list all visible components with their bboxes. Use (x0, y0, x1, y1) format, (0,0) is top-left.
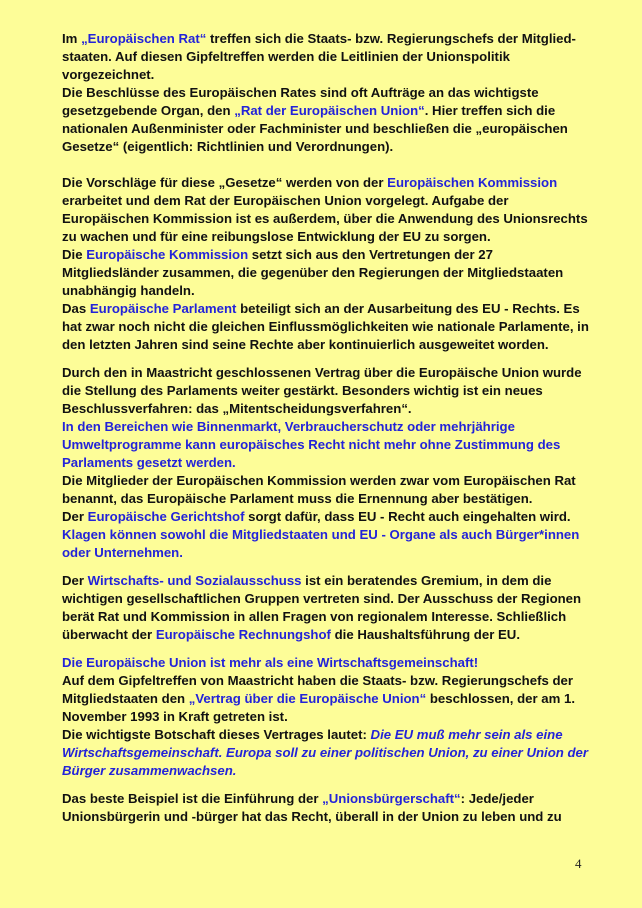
term-european-council: „Europäischen Rat“ (81, 31, 207, 46)
paragraph-main-message: Die wichtigste Botschaft dieses Vertrages lautet: Die EU muß mehr sein als eine Wirtschaftsgemeinschaft. Europa soll zu einer politischen Union, zu einer Union der Bürger zusammenwachsen. (62, 727, 588, 778)
paragraph-council-of-eu: Die Beschlüsse des Europäischen Rates sind oft Aufträge an das wichtigste gesetzgebende Organ, den „Rat der Europäischen Union“. Hier treffen sich die nationalen Außenminister oder Fachminister und beschließen die „europäischen Gesetze“ (eigentlich: Richtlinien und Verordnungen). (62, 85, 568, 154)
term-economic-social-committee: Wirtschafts- und Sozialausschuss (87, 573, 302, 588)
paragraph-treaty: Auf dem Gipfeltreffen von Maastricht haben die Staats- bzw. Regierungschefs der Mitgliedstaaten den „Vertrag über die Europäische Union“ beschlossen, der am 1. November 1993 in Kraft getreten ist. (62, 673, 575, 724)
paragraph-committees: Der Wirtschafts- und Sozialausschuss ist ein beratendes Gremium, in dem die wichtigen gesellschaftlichen Gruppen vertreten sind. Der Ausschuss der Regionen berät Rat und Kommission in allen Fragen von regionalem Interesse. Schließlich überwacht der Europäische Rechnungshof die Haushaltsführung der EU. (62, 573, 582, 642)
term-union-citizenship: „Unionsbürgerschaft“ (322, 791, 461, 806)
page-number: 4 (575, 856, 582, 871)
term-treaty-eu: „Vertrag über die Europäische Union“ (188, 691, 427, 706)
paragraph-codecision-areas: In den Bereichen wie Binnenmarkt, Verbraucherschutz oder mehrjährige Umweltprogramme kann europäisches Recht nicht mehr ohne Zustimmung des Parlaments gesetzt werden. (62, 419, 561, 470)
document-page (62, 30, 592, 826)
term-council-of-eu: „Rat der Europäischen Union“ (234, 103, 425, 118)
term-european-commission-2: Europäische Kommission (86, 247, 249, 262)
paragraph-parliament: Das Europäische Parlament beteiligt sich an der Ausarbeitung des EU - Rechts. Es hat zwar noch nicht die gleichen Einflussmöglichkeiten wie nationale Parlamente, in den letzten Jahren sind seine Rechte aber kontinuierlich ausgeweitet worden. (62, 301, 589, 352)
paragraph-court-of-justice: Der Europäische Gerichtshof sorgt dafür, dass EU - Recht auch eingehalten wird. (62, 509, 571, 524)
paragraph-european-council: Im „Europäischen Rat“ treffen sich die Staats- bzw. Regierungschefs der Mitglied-staaten. Auf diesen Gipfeltreffen werden die Leitlinien der Unionspolitik vorgezeichnet. (62, 31, 576, 82)
paragraph-commission-proposals: Die Vorschläge für diese „Gesetze“ werden von der Europäischen Kommission erarbeitet und dem Rat der Europäischen Union vorgelegt. Aufgabe der Europäischen Kommission ist es außerdem, über die Anwendung des Unionsrechts zu wachen und für eine reibungslose Entwicklung der EU zu sorgen. (62, 175, 588, 244)
paragraph-maastricht: Durch den in Maastricht geschlossenen Vertrag über die Europäische Union wurde die Stellung des Parlaments weiter gestärkt. Besonders wichtig ist ein neues Beschlussverfahren: das „Mitentscheidungsverfahren“. (62, 365, 582, 416)
paragraph-commission-appointment: Die Mitglieder der Europäischen Kommission werden zwar vom Europäischen Rat benannt, das Europäische Parlament muss die Ernennung aber bestätigen. (62, 473, 576, 506)
paragraph-commission-members: Die Europäische Kommission setzt sich aus den Vertretungen der 27 Mitgliedsländer zusammen, die gegenüber den Regierungen der Mitgliedstaaten unabhängig handeln. (62, 247, 564, 298)
term-european-commission: Europäischen Kommission (387, 175, 558, 190)
heading-more-than-economic: Die Europäische Union ist mehr als eine Wirtschaftsgemeinschaft! (62, 655, 479, 670)
term-court-of-auditors: Europäische Rechnungshof (155, 627, 331, 642)
paragraph-citizenship: Das beste Beispiel ist die Einführung der „Unionsbürgerschaft“: Jede/jeder Unionsbürgerin und -bürger hat das Recht, überall in der Union zu leben und zu (62, 791, 562, 824)
paragraph-lawsuits: Klagen können sowohl die Mitgliedstaaten und EU - Organe als auch Bürger*innen oder Unternehmen. (62, 527, 580, 560)
term-european-parliament: Europäische Parlament (89, 301, 237, 316)
term-court-of-justice: Europäische Gerichtshof (87, 509, 245, 524)
quote-main-message: Die EU muß mehr sein als eine Wirtschaftsgemeinschaft. Europa soll zu einer politischen Union, zu einer Union der Bürger zusammenwachsen. (62, 727, 588, 778)
